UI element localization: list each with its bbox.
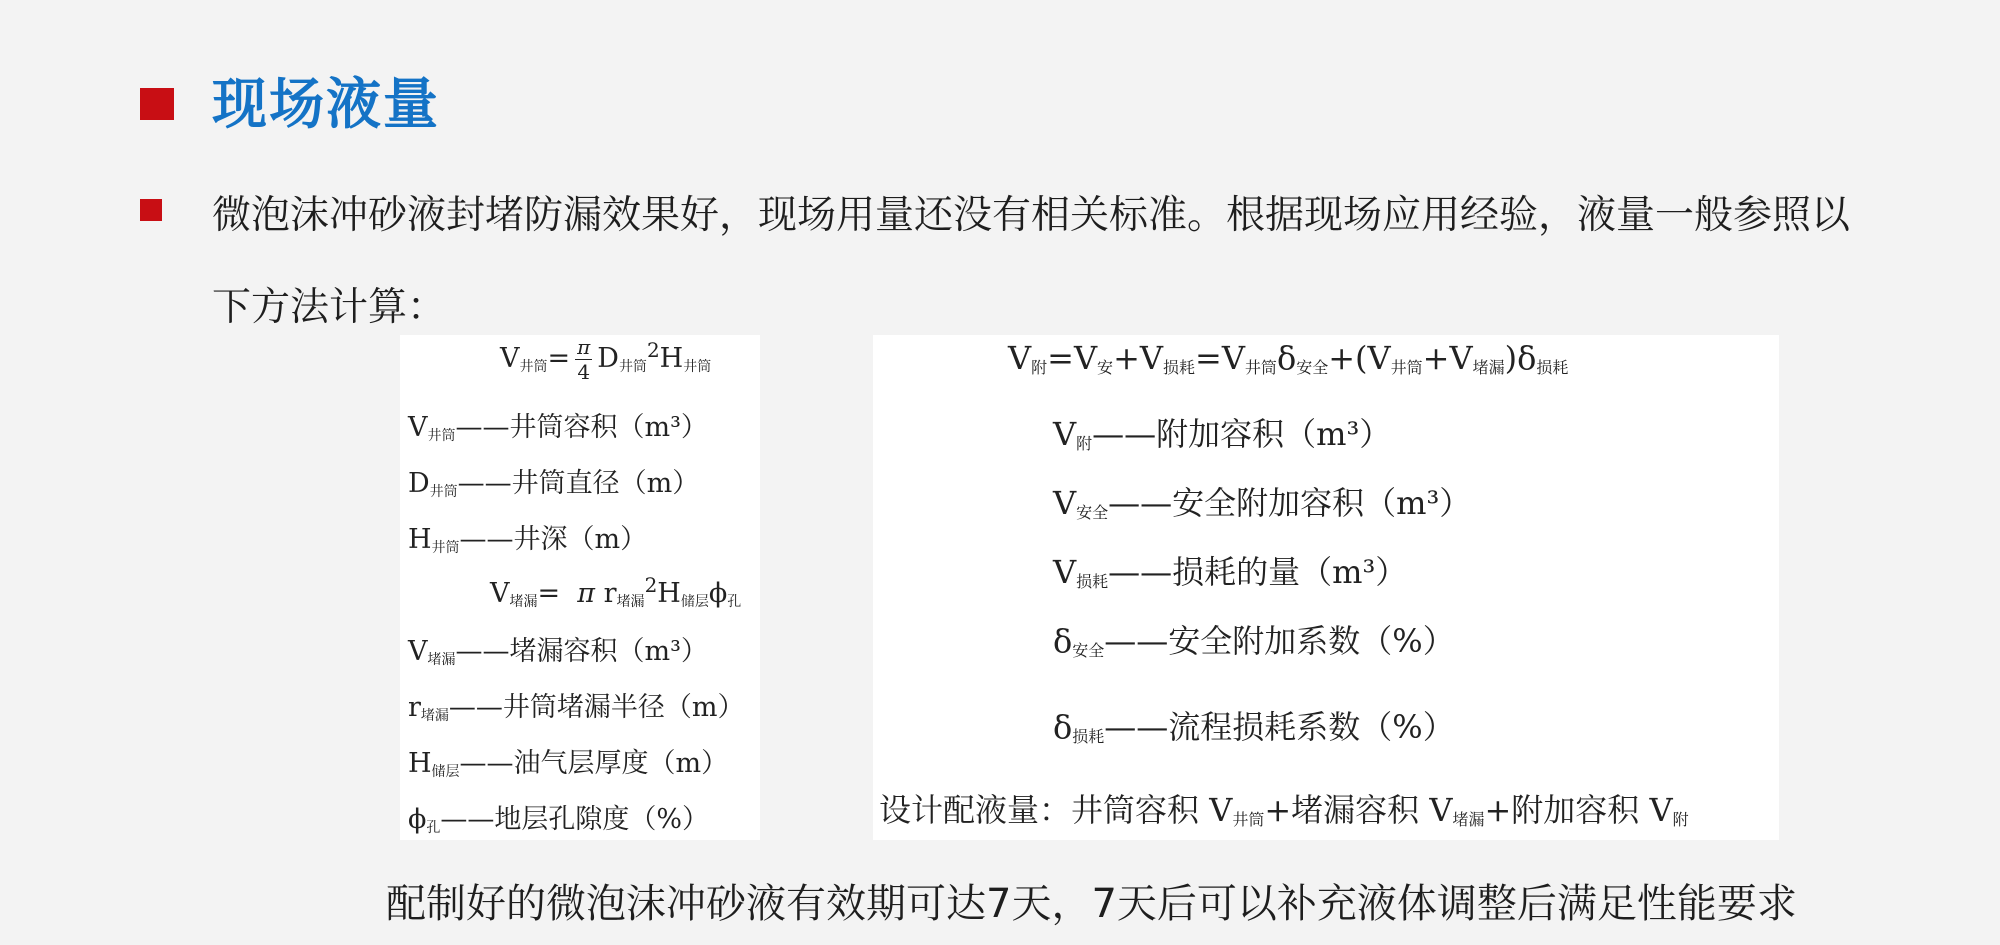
def-h-layer: $H_{储层}——$油气层厚度（m） (408, 748, 729, 780)
intro-paragraph: 微泡沫冲砂液封堵防漏效果好，现场用量还没有相关标准。根据现场应用经验，液量一般参照以下方法计算： (212, 193, 1851, 330)
bullet-square-icon (140, 199, 162, 221)
title-square-icon (140, 88, 174, 120)
def-h-wellbore: $H_{井筒}——$井深（m） (408, 524, 648, 556)
right-formula-panel (873, 335, 1779, 840)
def-v-anquan: $V_{安全}——$安全附加容积（m³） (1053, 484, 1472, 522)
def-v-sunhao: $V_{损耗}——$损耗的量（m³） (1053, 553, 1408, 591)
pi-over-four-fraction: $\frac{\pi}{4}$ (577, 335, 591, 384)
def-delta-anquan: $\delta_{安全}——$安全附加系数（%） (1053, 622, 1455, 660)
footer-note: 配制好的微泡沫冲砂液有效期可达7天，7天后可以补充液体调整后满足性能要求 (386, 881, 1797, 927)
def-v-wellbore: $V_{井筒}——$井筒容积（m³） (408, 412, 708, 444)
wellbore-volume-formula: $V_{井筒}=$ $\frac{\pi}{4}$ $D_{井筒}^2H_{井筒}$ (500, 335, 712, 384)
def-v-leak: $V_{堵漏}——$堵漏容积（m³） (408, 636, 708, 668)
design-volume-formula: 设计配液量：井筒容积 $V_{井筒}+$堵漏容积 $V_{堵漏}+$附加容积 $V_附$ (879, 791, 1689, 829)
def-v-fu: $V_附——$附加容积（m³） (1053, 415, 1392, 453)
page-title: 现场液量 (212, 72, 441, 136)
def-delta-sunhao: $\delta_{损耗}——$流程损耗系数（%） (1053, 708, 1455, 746)
additional-volume-formula: $V_附=V_安+V_{损耗}=V_{井筒}\delta_{安全}+(V_{井筒}+V_{堵漏})\delta_{损耗}$ (1008, 339, 1569, 377)
leak-volume-formula: $V_{堵漏}= \pi$ $r_{堵漏}^2H_{储层}\phi_孔$ (490, 573, 742, 610)
def-d-wellbore: $D_{井筒}——$井筒直径（m） (408, 468, 700, 500)
left-formula-panel (400, 335, 760, 840)
def-phi-hole: $\phi_孔——$地层孔隙度（%） (408, 804, 710, 836)
def-r-leak: $r_{堵漏}——$井筒堵漏半径（m） (408, 692, 745, 724)
